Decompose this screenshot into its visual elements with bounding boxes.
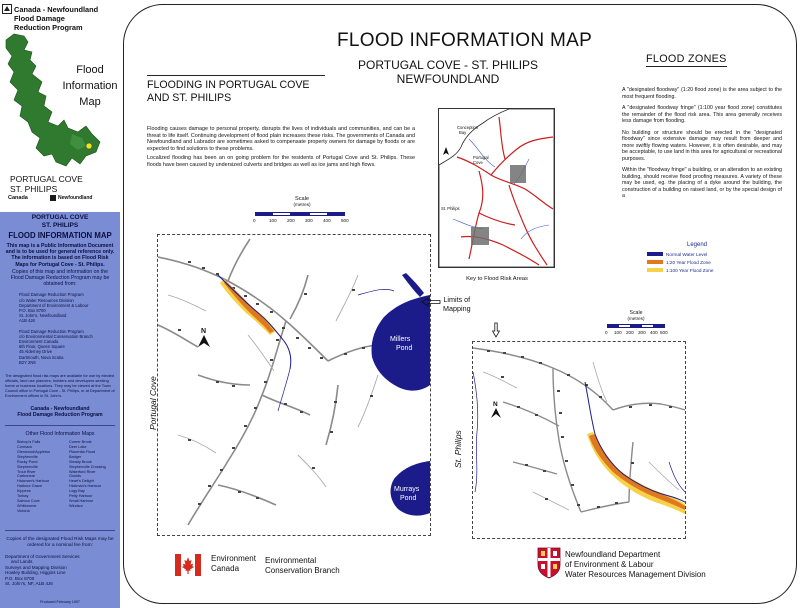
other-map-item: Logy Bay [69, 489, 85, 494]
arrow-left-icon [421, 297, 441, 307]
program-name-line: Canada - Newfoundland [30, 406, 90, 413]
address-line: A1B 4J6 [19, 318, 35, 324]
canada-wordmark [8, 195, 28, 201]
portugal-cove-map [157, 234, 431, 536]
ec-branch-line: Conservation Branch [265, 566, 340, 575]
other-map-item: Deer Lake [69, 444, 87, 449]
provincial-address [19, 292, 115, 323]
address-line: St. John's, NF, A1B 4J6 [5, 581, 53, 587]
flood-zone-20-year [589, 434, 685, 510]
canada-flag-icon [175, 554, 201, 576]
other-maps-list [17, 440, 115, 514]
newfoundland-coat-of-arms-icon [537, 547, 561, 579]
newfoundland-department-name [565, 550, 706, 580]
scale-tick: 500 [660, 330, 668, 335]
arrow-down-icon [492, 322, 500, 338]
key-label-cove: Cove [473, 160, 483, 165]
legend-label: 1:20 Year Flood Zone [666, 259, 711, 265]
millers-pond-label: Pond [396, 345, 413, 352]
other-map-item: Small Harbour [69, 498, 94, 503]
key-area-portugal-cove [510, 165, 526, 183]
legend-swatch [647, 252, 663, 256]
other-map-item: Whitbourne [17, 503, 37, 508]
key-map-drawing [439, 109, 554, 267]
flooding-paragraph: Flooding causes damage to personal property, disrupts the lives of individuals and communities, and can be a threat to life itself. Continuing development of flood plain increases these risks. The governments of Canada and Newfoundland and Labrador are sometimes asked to compensate property owners for damage by floods or are expected to find solutions to these problems. [147, 126, 415, 152]
legend-swatch [647, 260, 663, 264]
legend-item-100-year [647, 266, 737, 274]
map-label-line: Flood [76, 64, 104, 76]
other-map-item: Harbour Grace [17, 484, 43, 489]
legend-label: 1:100 Year Flood Zone [666, 267, 714, 273]
flooding-intro [147, 126, 415, 171]
printed-date: Produced February 1997 [40, 600, 80, 605]
sidebar-map-label [60, 62, 120, 110]
address-line: and Lands [11, 559, 33, 565]
scale-label: Scale [629, 310, 643, 316]
other-map-item: Kippens [17, 489, 31, 494]
legend-item-normal-water [647, 250, 737, 258]
sidebar-logos [8, 195, 120, 209]
program-name [5, 406, 115, 419]
flood-zones-heading: FLOOD ZONES [646, 53, 727, 65]
zones-paragraph: Within the "floodway fringe" a building, or an alteration to an existing building, should receive flood proofing measures. A variety of these may be used, eg. the placing of a dyke around the building, the construction of a building on raised land, or by the special design of a [622, 167, 782, 199]
small-pond [402, 273, 424, 297]
north-arrow-icon [198, 328, 210, 347]
program-title-line: Flood Damage [14, 14, 65, 23]
panel-place-line: ST. PHILIPS [41, 221, 79, 229]
scale-tick: 100 [614, 330, 622, 335]
address-line: 6th Floor, Queen Square [19, 344, 65, 350]
limits-label-line: Mapping [443, 304, 471, 313]
map-label-line: Map [79, 96, 101, 108]
other-map-item: Placentia Flood [69, 449, 96, 454]
murrays-pond-label: Pond [400, 495, 417, 502]
newfoundland-wordmark [50, 195, 92, 201]
program-title-line: Canada - Newfoundland [14, 5, 99, 14]
flood-zones-text [622, 87, 782, 205]
scale-bar-st-philips [604, 310, 668, 340]
scale-tick: 0 [253, 218, 256, 223]
address-line: St. John's, Newfoundland [19, 313, 67, 319]
zones-paragraph: A "designated floodway" (1:20 flood zone) is the area subject to the most frequent flooding. [622, 87, 782, 100]
murrays-pond-label: Murrays [394, 486, 420, 493]
scale-tick: 200 [287, 218, 295, 223]
sidebar-info-panel [0, 212, 120, 608]
key-label-st-philips: St. Philips [441, 206, 460, 211]
panel-heading: FLOOD INFORMATION MAP [8, 231, 112, 240]
other-map-item: Stephenville [17, 454, 38, 459]
other-map-item: Badger [69, 454, 82, 459]
scale-bar-main [250, 196, 354, 232]
other-map-item: Windsor [69, 503, 83, 508]
panel-place-line: PORTUGAL COVE [31, 214, 89, 221]
environment-canada-name [211, 554, 256, 574]
millers-pond-label: Millers [390, 336, 411, 343]
other-map-item: Salmon Cove [17, 498, 40, 503]
other-map-item: Steady Brook [69, 459, 92, 464]
program-title-line: Reduction Program [14, 23, 83, 32]
public-document-notice: This map is a Public Information Document and is to be used for general reference only. The information is based on Flood Risk Maps for Portugal Cove - St. Philips. [5, 243, 115, 268]
scale-tick: 300 [638, 330, 646, 335]
zones-paragraph: A "designated floodway fringe" (1:100 year flood zone) constitutes the remainder of the flood risk area. This area generally receives less damage from flooding. [622, 105, 782, 124]
legend-item-20-year [647, 258, 737, 266]
other-map-item: Heart's Delight [69, 479, 94, 484]
page-subtitle [358, 58, 538, 86]
ec-name-line: Environment [211, 554, 256, 563]
address-line: Dartmouth, Nova Scotia [19, 354, 64, 360]
program-name-line: Flood Damage Reduction Program [17, 412, 103, 419]
scale-tick: 200 [626, 330, 634, 335]
scale-tick: 100 [269, 218, 277, 223]
other-map-item: Cormack [17, 444, 33, 449]
other-maps-title: Other Flood Information Maps [25, 430, 95, 437]
scale-unit: (metres) [293, 202, 311, 207]
zones-paragraph: No building or structure should be erected in the "designated floodway" since extensive damage may result from deeper and more swiftly flowing waters. However, it is often desirable, and may be acceptable, to use land in this area for agricultural or recreational purposes. [622, 129, 782, 162]
other-map-item: Stephenville Crossing [69, 464, 106, 469]
scale-unit: (metres) [627, 316, 645, 321]
newfoundland-department-signature [537, 547, 767, 583]
limits-label-line: Limits of [443, 295, 471, 304]
ec-branch-line: Environmental [265, 556, 317, 565]
address-line: Flood Damage Reduction Program [19, 292, 84, 298]
north-label: N [493, 401, 498, 408]
scale-bar-graphic [607, 324, 665, 328]
north-arrow-icon [491, 401, 501, 418]
key-area-st-philips [471, 227, 489, 245]
federal-address [19, 329, 115, 365]
address-line: B2Y 2N6 [19, 359, 36, 365]
location-line: PORTUGAL COVE [10, 174, 83, 184]
key-map-streams [453, 139, 549, 239]
panel-place-name [5, 214, 115, 229]
map-label-line: Information [62, 80, 118, 92]
other-map-item: Petty Harbour [69, 494, 93, 499]
program-title [14, 5, 124, 32]
address-line: Department of Government Services [5, 553, 80, 559]
location-line: ST. PHILIPS [10, 184, 58, 194]
scale-tick: 400 [323, 218, 331, 223]
location-marker-icon [86, 143, 92, 149]
address-line: Department of Environment & Labour [19, 302, 89, 308]
scale-label: Scale [295, 196, 309, 202]
other-map-item: Corner Brook [69, 440, 92, 445]
key-map-coastline [439, 109, 554, 267]
portugal-cove-map-drawing [158, 235, 430, 535]
flooding-paragraph: Localized flooding has been an on going problem for the residents of Portugal Cove and St. Philips. These floods have been caused by undersized culverts and bridges as well as ice jams and high flows. [147, 155, 415, 168]
legend-title: Legend [686, 242, 708, 248]
sidebar-header [0, 0, 120, 212]
subtitle-line: PORTUGAL COVE - ST. PHILIPS [358, 58, 539, 72]
north-label: N [201, 328, 207, 335]
flooding-heading: FLOODING IN PORTUGAL COVE AND ST. PHILIPS [147, 75, 325, 105]
address-line: c/o Water Resources Division [19, 297, 74, 303]
road-network [158, 239, 420, 525]
address-line: 45 Alderney Drive [19, 349, 53, 355]
building-markers [487, 350, 672, 508]
canada-wordmark-text: Canada [8, 195, 28, 201]
program-logo-icon [2, 4, 12, 14]
designation-notice: The designated flood risk maps are available for use by elected officials, land use planners, builders and developers seeking home or business locations. They may be viewed at the Town Council office in Portugal Cove - St. Philips, or at Department of Environment offices in St. John's. [5, 373, 115, 399]
nl-name-line: Newfoundland Department [565, 550, 661, 559]
stream [669, 462, 685, 492]
address-line: c/o Environmental Conservation Branch [19, 333, 93, 339]
stream [358, 289, 394, 295]
subtitle-line: NEWFOUNDLAND [396, 72, 500, 86]
address-line: Surveys and Mapping Division [5, 564, 67, 570]
other-map-item: Goulds [69, 474, 82, 479]
key-label-portugal: Portugal [473, 155, 489, 160]
road-network [473, 348, 685, 512]
portugal-cove-side-label: Portugal Cove [148, 376, 158, 430]
scale-tick: 0 [605, 330, 608, 335]
other-map-item: Torbay [17, 494, 29, 499]
scale-bar-graphic [255, 212, 345, 216]
environment-canada-signature [175, 552, 375, 582]
ec-name-line: Canada [211, 564, 240, 573]
st-philips-map-drawing [473, 342, 685, 538]
north-arrow-icon [443, 147, 449, 155]
key-map [438, 108, 555, 268]
copies-notice: Copies of this map and information on the Flood Damage Reduction Program may be obtained from: [10, 268, 110, 288]
nl-name-line: of Environment & Labour [565, 560, 654, 569]
st-philips-side-label: St. Philips [453, 430, 463, 468]
other-map-item: Hickman's Harbour [17, 479, 50, 484]
legend [647, 242, 737, 274]
minor-roads [168, 275, 378, 487]
other-map-item: Carbonear [17, 474, 35, 479]
nl-name-line: Water Resources Management Division [565, 570, 706, 579]
other-map-item: Glenwood/Appleton [17, 449, 51, 454]
legend-swatch [647, 268, 663, 272]
newfoundland-wordmark-text: Newfoundland [58, 195, 93, 201]
page-title: FLOOD INFORMATION MAP [337, 30, 593, 51]
environmental-conservation-branch [265, 556, 340, 576]
other-map-item: Bishop's Falls [17, 440, 41, 445]
copies-fee-notice: Copies of the designated Flood Risk Maps may be ordered for a nominal fee from: [5, 530, 115, 549]
other-map-item: Stephenville [17, 464, 38, 469]
sidebar-location-name [10, 174, 83, 194]
st-philips-map [472, 341, 686, 539]
address-line: P.O. Box 8700 [19, 308, 46, 314]
scale-tick: 500 [341, 218, 349, 223]
other-map-item: Rocky Pond [17, 459, 38, 464]
other-map-item: Victoria [17, 508, 30, 513]
building-markers [178, 261, 401, 505]
coastline [473, 372, 478, 492]
address-line: P.O. Box 8700 [5, 575, 35, 581]
government-services-address [5, 554, 115, 587]
key-label-bay: Bay [459, 130, 467, 135]
address-line: Howley Building, Higgins Line [5, 570, 66, 576]
limits-of-mapping-label [443, 295, 471, 313]
other-map-item: Trout River [17, 469, 36, 474]
other-maps-section [5, 425, 115, 514]
legend-label: Normal Water Level [666, 251, 708, 257]
key-label-conception: Conception [457, 125, 479, 130]
scale-tick: 400 [650, 330, 658, 335]
other-map-item: Hickman's Harbour [69, 484, 102, 489]
newfoundland-flag-icon [50, 195, 56, 201]
address-line: Environment Canada [19, 339, 59, 345]
key-map-caption: Key to Flood Risk Areas [466, 276, 528, 282]
address-line: Flood Damage Reduction Program [19, 328, 84, 334]
scale-tick: 300 [305, 218, 313, 223]
other-map-item: Waterford River [69, 469, 96, 474]
minor-roads [483, 362, 679, 510]
